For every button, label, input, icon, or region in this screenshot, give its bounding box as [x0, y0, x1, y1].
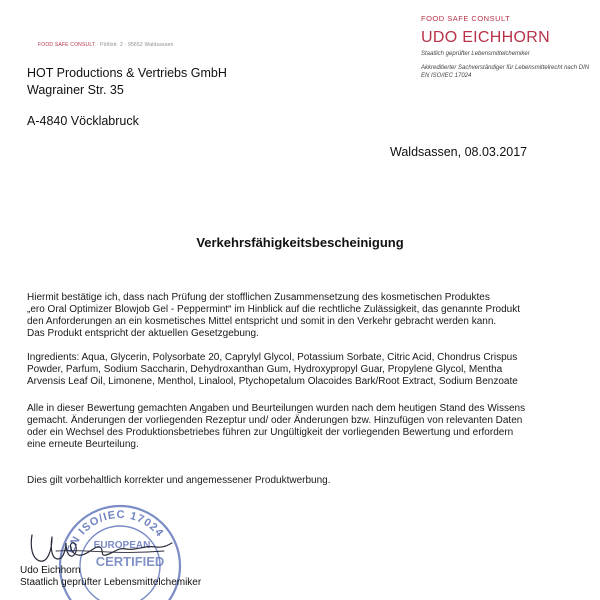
paragraph-line: eine erneute Beurteilung.: [27, 439, 139, 450]
document-title: Verkehrsfähigkeitsbescheinigung: [196, 235, 404, 250]
paragraph-line: Alle in dieser Bewertung gemachten Angaben und Beurteilungen wurden nach dem heutigen Stand des Wissens: [27, 403, 526, 414]
recipient-line-3: A-4840 Vöcklabruck: [27, 114, 139, 128]
paragraph-line: oder ein Wechsel des Produktionsbetriebes führen zur Ungültigkeit der vorliegenden Bewertung und erfordern: [27, 427, 514, 438]
paragraph-line: den Anforderungen an ein kosmetisches Mittel entspricht und somit in den Verkehr gebracht werden kann.: [27, 316, 497, 327]
sender-address: · Pöltlstr. 2 · 95652 Waldsassen: [95, 42, 174, 48]
brand-name: UDO EICHHORN: [421, 29, 550, 46]
stamp-center-text: EUROPEAN: [93, 540, 151, 551]
paragraph-line: Ingredients: Aqua, Glycerin, Polysorbate 20, Caprylyl Glycol, Potassium Sorbate, Citric Acid, Chondrus Crispus: [27, 352, 518, 363]
recipient-line-1: HOT Productions & Vertriebs GmbH: [27, 66, 227, 80]
paragraph-line: Arvensis Leaf Oil, Limonene, Menthol, Linalool, Ptychopetalum Olacoides Bark/Root Extract, Sodium Benzoate: [27, 376, 518, 387]
paragraph-ingredients: [27, 352, 572, 388]
paragraph-line: „ero Oral Optimizer Blowjob Gel - Peppermint“ im Hinblick auf die rechtliche Zulässigkeit, das genannte Produkt: [27, 304, 520, 315]
signatory-title: Staatlich geprüfter Lebensmittelchemiker: [20, 577, 202, 588]
letterhead-brand: [421, 14, 596, 80]
paragraph-line: Hiermit bestätige ich, dass nach Prüfung der stofflichen Zusammensetzung des kosmetischen Produktes: [27, 292, 490, 303]
handwritten-signature: [26, 525, 176, 570]
paragraph-confirmation: [27, 292, 572, 340]
paragraph-disclaimer: [27, 403, 572, 451]
brand-accreditation: Akkreditierter Sachverständiger für Lebensmittelrecht nach DIN EN ISO/IEC 17024: [421, 65, 590, 79]
brand-subtitle: Staatlich geprüfter Lebensmittelchemiker: [421, 51, 530, 57]
paragraph-line: Das Produkt entspricht der aktuellen Gesetzgebung.: [27, 328, 259, 339]
signatory-name: Udo Eichhorn: [20, 565, 81, 576]
recipient-line-2: Wagrainer Str. 35: [27, 83, 124, 97]
sender-company: FOOD SAFE CONSULT: [38, 42, 96, 48]
stamp-ring-text: EN ISO/IEC 17024: [64, 508, 166, 556]
sender-return-line: [38, 42, 174, 48]
brand-tag: FOOD SAFE CONSULT: [421, 14, 511, 23]
letter-date: Waldsassen, 08.03.2017: [390, 145, 528, 159]
paragraph-line: Dies gilt vorbehaltlich korrekter und angemessener Produktwerbung.: [27, 475, 331, 486]
paragraph-advertising-note: [27, 475, 572, 487]
paragraph-line: gemacht. Änderungen der vorliegenden Rezeptur und/ oder Änderungen bzw. Hinzufügen von relevanten Daten: [27, 415, 523, 426]
stamp-center-text-2: CERTIFIED: [95, 554, 165, 569]
paragraph-line: Powder, Parfum, Sodium Saccharin, Dehydroxanthan Gum, Hydroxypropyl Guar, Propylene Glycol, Mentha: [27, 364, 503, 375]
